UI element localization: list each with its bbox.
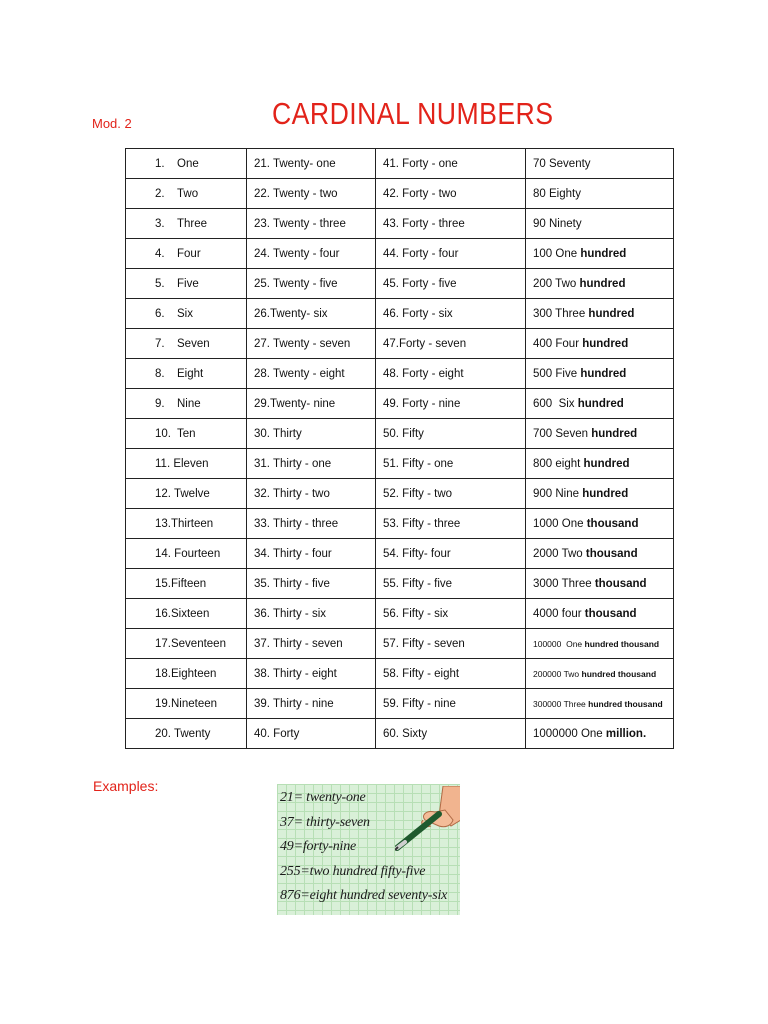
cell-units	[126, 179, 247, 209]
table-row	[126, 479, 674, 509]
cell-units	[126, 689, 247, 719]
cell-large-numbers	[526, 449, 674, 479]
cell-large-numbers	[526, 599, 674, 629]
cell-twenties-thirties: 25. Twenty - five	[247, 269, 376, 299]
cell-twenties-thirties: 35. Thirty - five	[247, 569, 376, 599]
cell-twenties-thirties: 37. Thirty - seven	[247, 629, 376, 659]
magnitude-word: hundred	[577, 397, 624, 410]
number-word: 14. Fourteen	[155, 547, 221, 560]
large-number-value: 500 Five	[533, 367, 581, 380]
cell-twenties-thirties: 22. Twenty - two	[247, 179, 376, 209]
cell-twenties-thirties: 38. Thirty - eight	[247, 659, 376, 689]
ordinal-index: 2.	[155, 187, 165, 200]
example-line: 255=two hundred fifty-five	[280, 863, 426, 879]
cell-twenties-thirties: 21. Twenty- one	[247, 149, 376, 179]
large-number-value: 2000 Two	[533, 547, 586, 560]
cell-twenties-thirties: 33. Thirty - three	[247, 509, 376, 539]
table-row	[126, 389, 674, 419]
number-word: Nine	[177, 397, 201, 410]
cell-units	[126, 629, 247, 659]
ordinal-index: 3.	[155, 217, 165, 230]
magnitude-word: hundred thousand	[588, 698, 663, 709]
number-word: Eight	[177, 367, 204, 380]
page-title: CARDINAL NUMBERS	[272, 96, 554, 131]
cell-large-numbers	[526, 179, 674, 209]
large-number-value: 90 Ninety	[533, 217, 582, 230]
magnitude-word: thousand	[585, 547, 638, 560]
cell-forties-fifties: 49. Forty - nine	[376, 389, 526, 419]
cell-large-numbers	[526, 359, 674, 389]
cell-twenties-thirties: 28. Twenty - eight	[247, 359, 376, 389]
cell-forties-fifties: 44. Forty - four	[376, 239, 526, 269]
number-word: 20. Twenty	[155, 727, 211, 740]
example-line: 876=eight hundred seventy-six	[280, 888, 448, 903]
table-row	[126, 179, 674, 209]
magnitude-word: hundred	[580, 367, 627, 380]
cell-units	[126, 359, 247, 389]
cell-units	[126, 269, 247, 299]
cell-forties-fifties: 51. Fifty - one	[376, 449, 526, 479]
cell-twenties-thirties: 36. Thirty - six	[247, 599, 376, 629]
table-row	[126, 689, 674, 719]
cell-large-numbers	[526, 539, 674, 569]
number-word: Seven	[177, 337, 210, 350]
cardinal-numbers-table	[125, 148, 674, 749]
example-line: 21= twenty-one	[280, 790, 366, 805]
cell-large-numbers	[526, 629, 674, 659]
cell-units	[126, 659, 247, 689]
magnitude-word: hundred	[582, 487, 629, 500]
number-word: Five	[177, 277, 199, 290]
number-word: 15.Fifteen	[155, 577, 207, 590]
magnitude-word: million.	[605, 727, 647, 740]
cell-twenties-thirties: 32. Thirty - two	[247, 479, 376, 509]
large-number-value: 80 Eighty	[533, 187, 581, 200]
ordinal-index: 7.	[155, 337, 165, 350]
number-word: 13.Thirteen	[155, 517, 214, 530]
large-number-value: 100000 One	[533, 638, 585, 649]
number-word: 11. Eleven	[155, 457, 209, 470]
cell-forties-fifties: 60. Sixty	[376, 719, 526, 749]
large-number-value: 600 Six	[533, 397, 578, 410]
table-row	[126, 539, 674, 569]
cell-forties-fifties: 57. Fifty - seven	[376, 629, 526, 659]
cell-units	[126, 509, 247, 539]
large-number-value: 400 Four	[533, 337, 583, 350]
cell-units	[126, 149, 247, 179]
cell-large-numbers	[526, 689, 674, 719]
magnitude-word: hundred	[583, 457, 630, 470]
number-word: Three	[177, 217, 208, 230]
cell-large-numbers	[526, 479, 674, 509]
cell-units	[126, 449, 247, 479]
cell-units	[126, 209, 247, 239]
cell-large-numbers	[526, 419, 674, 449]
large-number-value: 3000 Three	[533, 577, 595, 590]
cell-forties-fifties: 56. Fifty - six	[376, 599, 526, 629]
cell-large-numbers	[526, 509, 674, 539]
magnitude-word: hundred	[588, 307, 635, 320]
cell-twenties-thirties: 29.Twenty- nine	[247, 389, 376, 419]
cell-units	[126, 299, 247, 329]
cell-units	[126, 599, 247, 629]
number-word: 17.Seventeen	[155, 637, 226, 650]
ordinal-index: 10.	[155, 427, 171, 440]
table-row	[126, 239, 674, 269]
large-number-value: 300 Three	[533, 307, 589, 320]
cell-units	[126, 719, 247, 749]
table-row	[126, 299, 674, 329]
ordinal-index: 1.	[155, 157, 165, 170]
examples-image	[277, 784, 460, 915]
magnitude-word: thousand	[594, 577, 647, 590]
cell-units	[126, 389, 247, 419]
cell-forties-fifties: 55. Fifty - five	[376, 569, 526, 599]
ordinal-index: 6.	[155, 307, 165, 320]
cell-units	[126, 569, 247, 599]
number-word: Six	[177, 307, 193, 320]
number-word: Four	[177, 247, 201, 260]
cell-large-numbers	[526, 299, 674, 329]
large-number-value: 900 Nine	[533, 487, 583, 500]
large-number-value: 200 Two	[533, 277, 580, 290]
cell-forties-fifties: 45. Forty - five	[376, 269, 526, 299]
cell-large-numbers	[526, 389, 674, 419]
cell-forties-fifties: 54. Fifty- four	[376, 539, 526, 569]
cell-twenties-thirties: 30. Thirty	[247, 419, 376, 449]
large-number-value: 70 Seventy	[533, 157, 591, 170]
cell-large-numbers	[526, 659, 674, 689]
table-row	[126, 269, 674, 299]
table-row	[126, 719, 674, 749]
magnitude-word: hundred	[579, 277, 626, 290]
large-number-value: 200000 Two	[533, 668, 582, 679]
number-word: 18.Eighteen	[155, 667, 217, 680]
hand-writing-pen-icon	[395, 786, 460, 856]
cell-large-numbers	[526, 329, 674, 359]
cell-forties-fifties: 41. Forty - one	[376, 149, 526, 179]
cell-forties-fifties: 43. Forty - three	[376, 209, 526, 239]
cell-twenties-thirties: 23. Twenty - three	[247, 209, 376, 239]
cell-units	[126, 539, 247, 569]
cell-forties-fifties: 48. Forty - eight	[376, 359, 526, 389]
table-row	[126, 629, 674, 659]
cell-large-numbers	[526, 719, 674, 749]
number-word: 16.Sixteen	[155, 607, 210, 620]
cell-units	[126, 479, 247, 509]
cell-forties-fifties: 52. Fifty - two	[376, 479, 526, 509]
number-word: Ten	[177, 427, 196, 440]
magnitude-word: hundred	[580, 247, 627, 260]
large-number-value: 4000 four	[533, 607, 585, 620]
cell-forties-fifties: 59. Fifty - nine	[376, 689, 526, 719]
magnitude-word: hundred	[582, 337, 629, 350]
module-label: Mod. 2	[92, 116, 132, 131]
cell-large-numbers	[526, 569, 674, 599]
cell-twenties-thirties: 26.Twenty- six	[247, 299, 376, 329]
table-row	[126, 209, 674, 239]
cell-large-numbers	[526, 149, 674, 179]
table-row	[126, 659, 674, 689]
table-row	[126, 509, 674, 539]
large-number-value: 300000 Three	[533, 698, 589, 709]
cell-twenties-thirties: 27. Twenty - seven	[247, 329, 376, 359]
table-row	[126, 449, 674, 479]
table-row	[126, 419, 674, 449]
ordinal-index: 8.	[155, 367, 165, 380]
large-number-value: 1000 One	[533, 517, 587, 530]
large-number-value: 100 One	[533, 247, 581, 260]
cell-units	[126, 239, 247, 269]
cell-forties-fifties: 42. Forty - two	[376, 179, 526, 209]
cell-twenties-thirties: 24. Twenty - four	[247, 239, 376, 269]
number-word: 12. Twelve	[155, 487, 210, 500]
table-row	[126, 599, 674, 629]
magnitude-word: hundred	[591, 427, 638, 440]
cell-forties-fifties: 50. Fifty	[376, 419, 526, 449]
cell-forties-fifties: 47.Forty - seven	[376, 329, 526, 359]
table-row	[126, 569, 674, 599]
cell-twenties-thirties: 40. Forty	[247, 719, 376, 749]
magnitude-word: thousand	[584, 607, 637, 620]
cell-forties-fifties: 58. Fifty - eight	[376, 659, 526, 689]
ordinal-index: 9.	[155, 397, 165, 410]
cell-twenties-thirties: 34. Thirty - four	[247, 539, 376, 569]
number-word: One	[177, 157, 199, 170]
cell-units	[126, 419, 247, 449]
example-line: 37= thirty-seven	[280, 814, 370, 830]
magnitude-word: hundred thousand	[584, 638, 660, 649]
ordinal-index: 4.	[155, 247, 165, 260]
example-line: 49=forty-nine	[280, 839, 357, 854]
cell-forties-fifties: 46. Forty - six	[376, 299, 526, 329]
cell-large-numbers	[526, 209, 674, 239]
magnitude-word: hundred thousand	[581, 668, 657, 679]
cell-twenties-thirties: 31. Thirty - one	[247, 449, 376, 479]
table-row	[126, 329, 674, 359]
number-word: Two	[177, 187, 199, 200]
table-row	[126, 149, 674, 179]
large-number-value: 1000000 One	[533, 727, 606, 740]
number-word: 19.Nineteen	[155, 697, 218, 710]
cell-twenties-thirties: 39. Thirty - nine	[247, 689, 376, 719]
cell-units	[126, 329, 247, 359]
large-number-value: 800 eight	[533, 457, 584, 470]
cell-large-numbers	[526, 269, 674, 299]
cell-large-numbers	[526, 239, 674, 269]
examples-heading: Examples:	[93, 778, 159, 794]
ordinal-index: 5.	[155, 277, 165, 290]
table-row	[126, 359, 674, 389]
magnitude-word: thousand	[586, 517, 639, 530]
cell-forties-fifties: 53. Fifty - three	[376, 509, 526, 539]
large-number-value: 700 Seven	[533, 427, 592, 440]
